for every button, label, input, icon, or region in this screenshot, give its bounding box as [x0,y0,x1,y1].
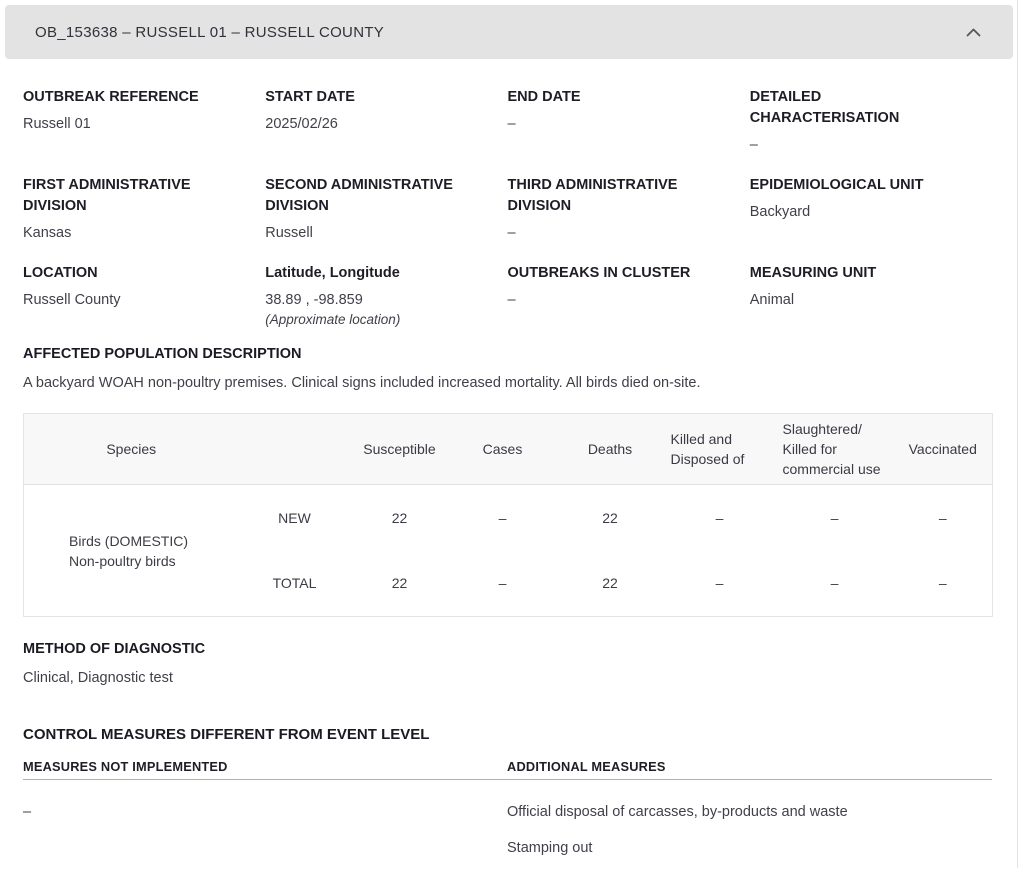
field-start-date [265,87,507,155]
approximate-location-note: (Approximate location) [265,312,401,327]
measures-body [23,780,992,874]
species-table-header-row [24,414,993,485]
field-label: START DATE [265,89,355,105]
field-epidemiological-unit [750,175,992,243]
measures-not-implemented-label: MEASURES NOT IMPLEMENTED [23,759,228,774]
measure-item: – [23,804,32,820]
measure-item: Stamping out [507,840,593,856]
total-vaccinated: – [894,551,993,617]
outbreak-detail-panel [23,87,992,874]
column-header-rowtype [239,414,351,485]
field-outbreaks-in-cluster [508,263,750,330]
additional-measures-label: ADDITIONAL MEASURES [507,759,666,774]
column-header-susceptible: Susceptible [351,414,449,485]
column-header-vaccinated: Vaccinated [894,414,993,485]
column-header-cases: Cases [449,414,557,485]
new-cases: – [449,485,557,551]
total-deaths: 22 [557,551,664,617]
new-slaughtered: – [776,485,894,551]
method-of-diagnostic-value: Clinical, Diagnostic test [23,670,173,686]
field-detailed-characterisation [750,87,992,155]
column-header-killed-disposed: Killed and Disposed of [664,414,776,485]
species-name-line2: Non-poultry birds [69,552,176,569]
field-lat-long [265,263,507,330]
species-table [23,413,993,617]
field-value: 2025/02/26 [265,116,338,132]
measures-not-implemented-list [23,802,507,874]
field-label: OUTBREAK REFERENCE [23,89,199,105]
column-header-slaughtered: Slaughtered/ Killed for commercial use [776,414,894,485]
field-third-admin-division [508,175,750,243]
measure-item: Official disposal of carcasses, by-products and waste [507,804,848,820]
new-susceptible: 22 [351,485,449,551]
field-value: – [507,225,516,241]
field-first-admin-division [23,175,265,243]
field-value: 38.89 , -98.859 [265,292,363,308]
outbreak-title: OB_153638 – RUSSELL 01 – RUSSELL COUNTY [35,23,385,41]
new-vaccinated: – [894,485,993,551]
field-value: Russell County [23,292,121,308]
field-end-date [508,87,750,155]
field-label: FIRST ADMINISTRATIVE DIVISION [23,177,191,214]
column-header-species: Species [24,414,239,485]
species-row-new [24,485,993,551]
total-slaughtered: – [776,551,894,617]
outbreak-accordion-header[interactable] [5,5,1013,59]
control-measures-title: CONTROL MEASURES DIFFERENT FROM EVENT LEVEL [23,726,430,743]
outbreak-fields-grid [23,87,992,330]
field-value: Backyard [749,204,811,220]
field-value: Kansas [23,225,72,241]
method-of-diagnostic-section [23,639,992,688]
species-name-cell [24,485,239,617]
method-of-diagnostic-label: METHOD OF DIAGNOSTIC [23,641,206,657]
new-killed: – [664,485,776,551]
column-header-deaths: Deaths [557,414,664,485]
field-value: Animal [749,292,795,308]
field-location [23,263,265,330]
measures-header-row [23,759,992,780]
field-value: – [749,137,758,153]
affected-population-section [23,344,992,393]
field-label: THIRD ADMINISTRATIVE DIVISION [507,177,678,214]
field-value: – [507,116,516,132]
field-measuring-unit [750,263,992,330]
field-label: DETAILED CHARACTERISATION [749,89,900,126]
chevron-up-icon[interactable] [966,28,981,37]
field-label: END DATE [507,89,581,105]
field-value: – [507,292,516,308]
row-type-total: TOTAL [239,551,351,617]
affected-population-label: AFFECTED POPULATION DESCRIPTION [23,346,302,362]
field-label: SECOND ADMINISTRATIVE DIVISION [265,177,453,214]
species-name-line1: Birds (DOMESTIC) [69,532,188,549]
total-cases: – [449,551,557,617]
total-killed: – [664,551,776,617]
field-label: LOCATION [23,265,98,281]
control-measures-section [23,724,992,874]
row-type-new: NEW [239,485,351,551]
field-second-admin-division [265,175,507,243]
field-value: Russell [265,225,313,241]
new-deaths: 22 [557,485,664,551]
field-outbreak-reference [23,87,265,155]
field-label: EPIDEMIOLOGICAL UNIT [749,177,924,193]
panel-right-border [1017,0,1018,868]
field-label: Latitude, Longitude [265,265,400,281]
field-label: MEASURING UNIT [749,265,877,281]
affected-population-text: A backyard WOAH non-poultry premises. Clinical signs included increased mortality. All birds died on-site. [23,375,701,391]
additional-measures-list [507,802,992,874]
field-value: Russell 01 [23,116,91,132]
field-label: OUTBREAKS IN CLUSTER [507,265,691,281]
total-susceptible: 22 [351,551,449,617]
